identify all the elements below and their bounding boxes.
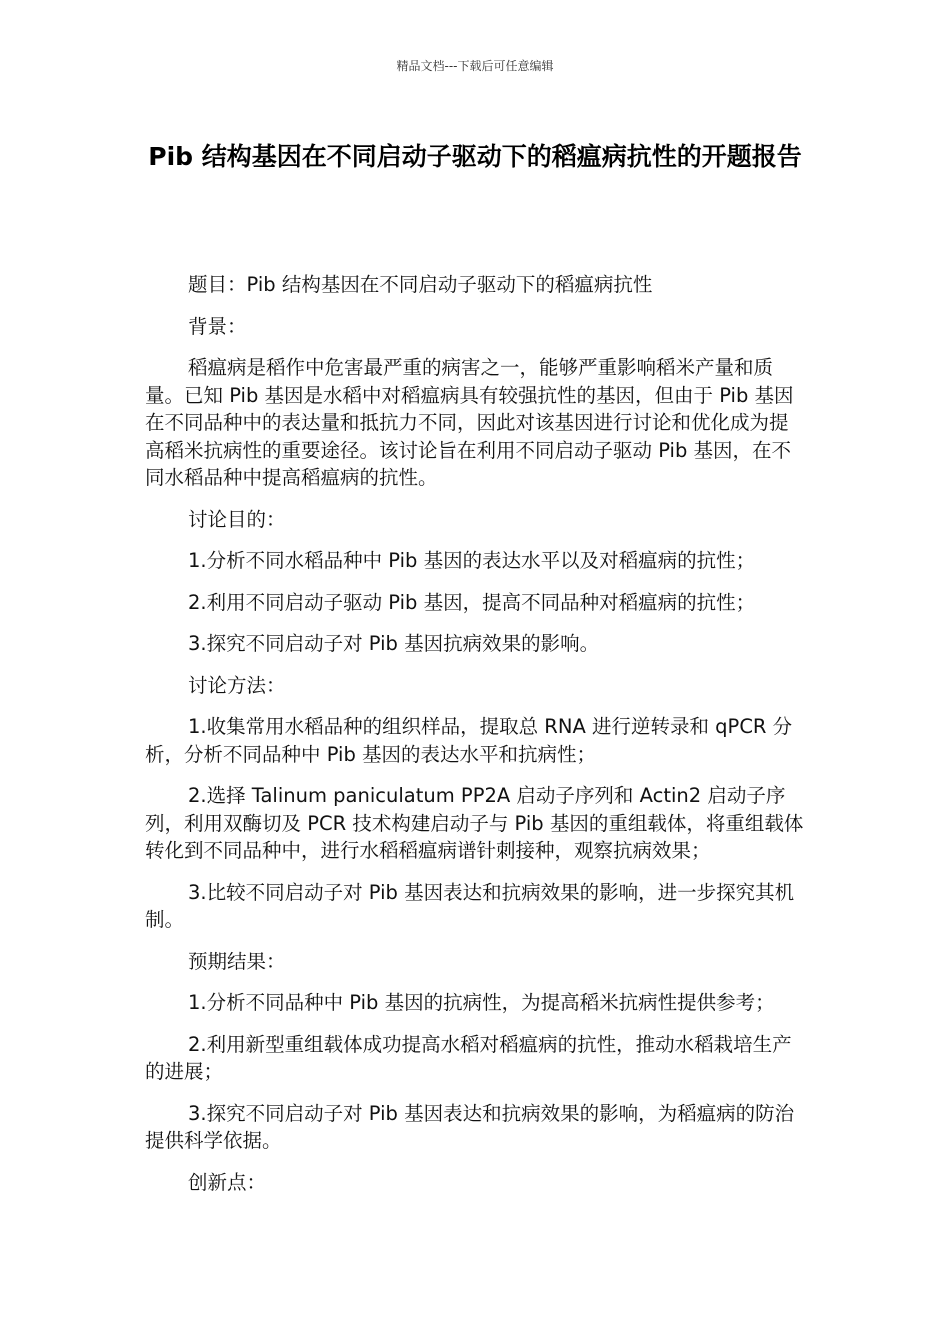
section-heading-objectives: 讨论目的： [188, 507, 286, 531]
method-item-2: 2.选择 Talinum paniculatum PP2A 启动子序列和 Actin2 启动子序列，利用双酶切及 PCR 技术构建启动子与 Pib 基因的重组载体，将重组载体转化到不同品种中，进行水稻稻瘟病谱针刺接种，观察抗病效果； [145, 784, 804, 862]
document-body [145, 271, 805, 1210]
section-heading-innovations: 创新点： [188, 1170, 267, 1194]
background-paragraph: 稻瘟病是稻作中危害最严重的病害之一，能够严重影响稻米产量和质量。已知 Pib 基因是水稻中对稻瘟病具有较强抗性的基因，但由于 Pib 基因在不同品种中的表达量和抵抗力不同，因此对该基因进行讨论和优化成为提高稻米抗病性的重要途径。该讨论旨在利用不同启动子驱动 Pib 基因，在不同水稻品种中提高稻瘟病的抗性。 [145, 356, 794, 489]
page-header-note: 精品文档---下载后可任意编辑 [396, 59, 554, 73]
document-title: Pib 结构基因在不同启动子驱动下的稻瘟病抗性的开题报告 [148, 142, 802, 171]
method-item-1: 1.收集常用水稻品种的组织样品，提取总 RNA 进行逆转录和 qPCR 分析，分析不同品种中 Pib 基因的表达水平和抗病性； [145, 715, 793, 766]
objective-item-1: 1.分析不同水稻品种中 Pib 基因的表达水平以及对稻瘟病的抗性； [188, 549, 756, 572]
objective-item-2: 2.利用不同启动子驱动 Pib 基因，提高不同品种对稻瘟病的抗性； [188, 590, 756, 614]
section-heading-methods: 讨论方法： [188, 673, 286, 697]
result-item-2: 2.利用新型重组载体成功提高水稻对稻瘟病的抗性，推动水稻栽培生产的进展； [145, 1032, 792, 1083]
method-item-3: 3.比较不同启动子对 Pib 基因表达和抗病效果的影响，进一步探究其机制。 [145, 880, 795, 931]
result-item-1: 1.分析不同品种中 Pib 基因的抗病性，为提高稻米抗病性提供参考； [188, 991, 775, 1014]
section-heading-background: 背景： [188, 314, 247, 338]
topic-line: 题目：Pib 结构基因在不同启动子驱动下的稻瘟病抗性 [188, 273, 653, 296]
result-item-3: 3.探究不同启动子对 Pib 基因表达和抗病效果的影响，为稻瘟病的防治提供科学依据。 [145, 1101, 795, 1152]
objective-item-3: 3.探究不同启动子对 Pib 基因抗病效果的影响。 [188, 632, 600, 655]
section-heading-expected-results: 预期结果： [188, 949, 286, 973]
